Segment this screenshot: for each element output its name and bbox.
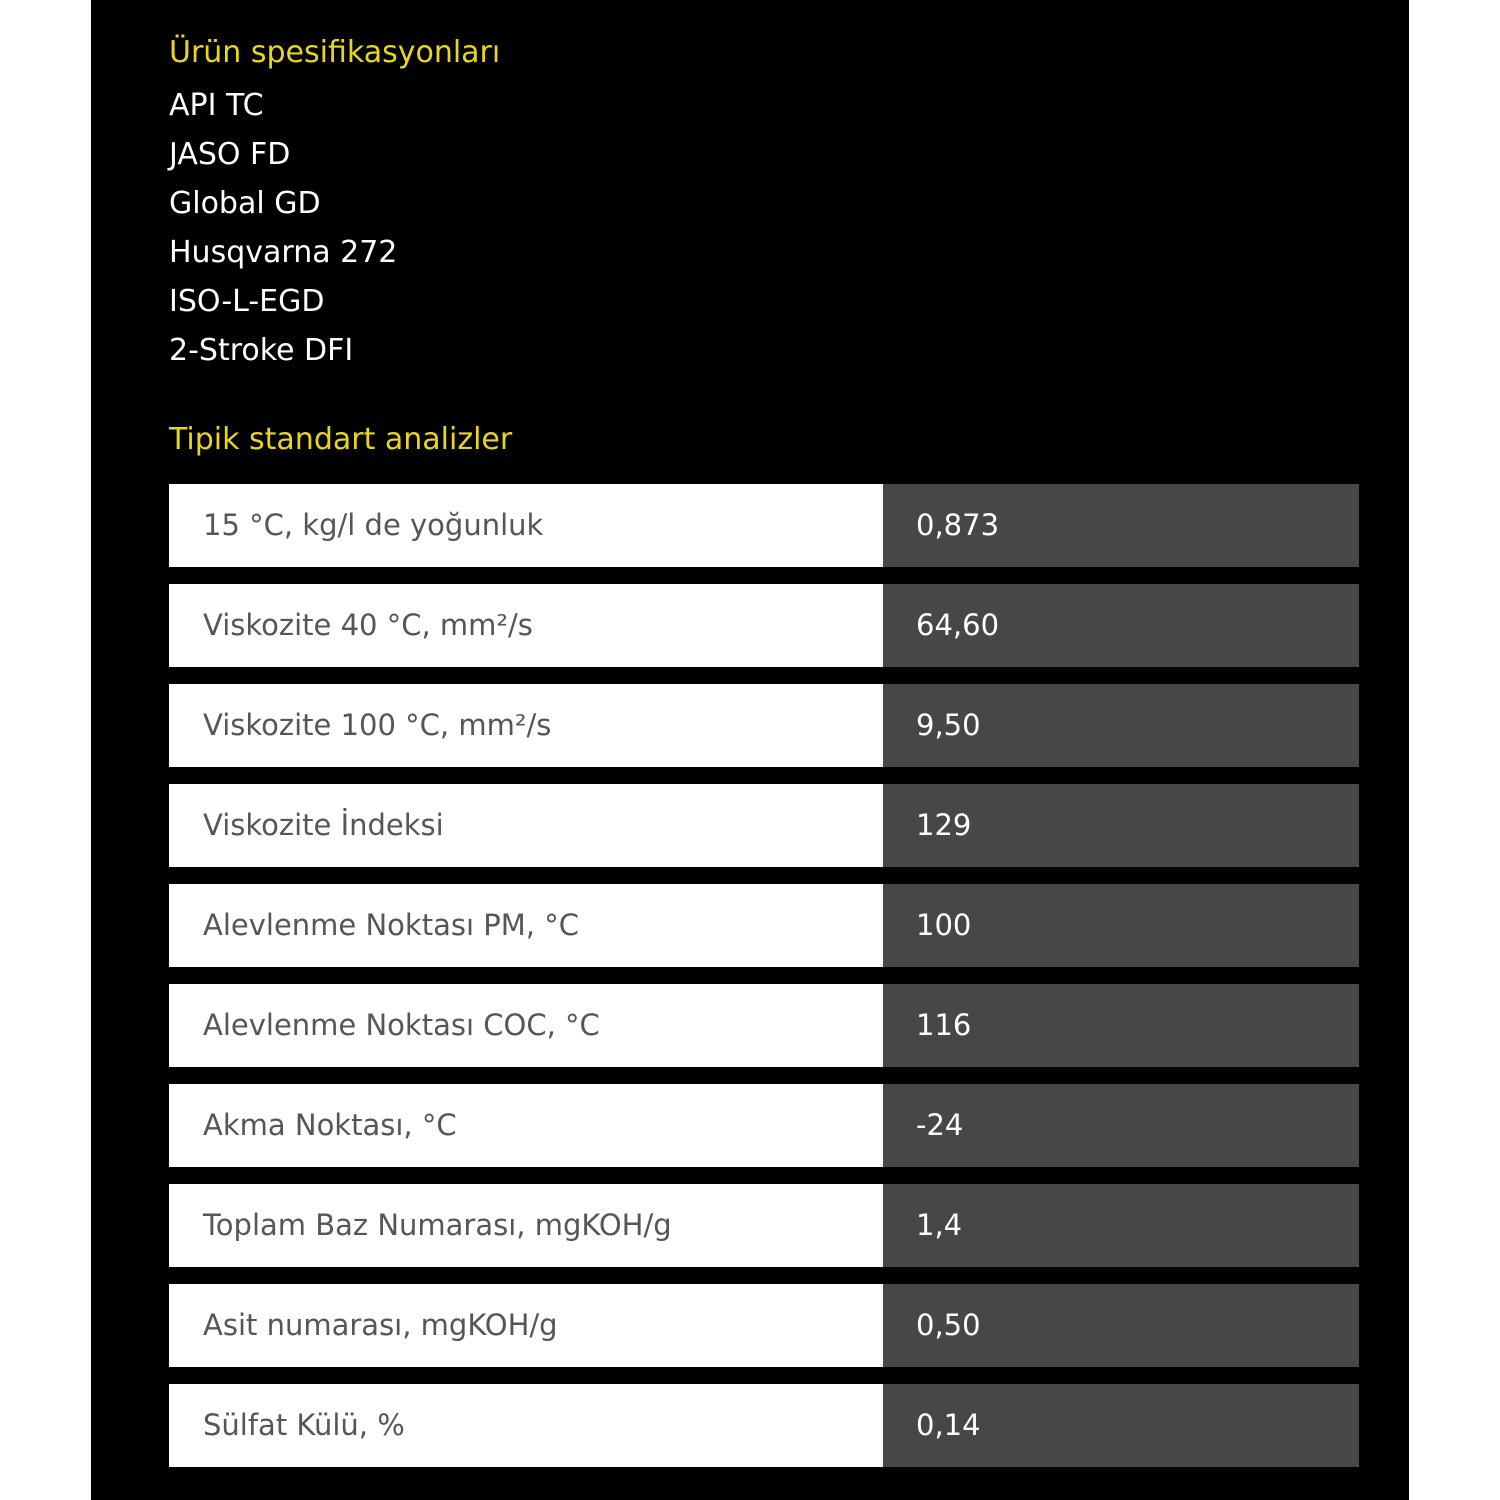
spec-item: ISO-L-EGD [169, 284, 325, 319]
property-value: 129 [883, 784, 1359, 867]
property-label: 15 °C, kg/l de yoğunluk [169, 484, 883, 567]
property-value: 100 [883, 884, 1359, 967]
property-label: Alevlenme Noktası COC, °C [169, 984, 883, 1067]
property-label: Alevlenme Noktası PM, °C [169, 884, 883, 967]
spec-item: Husqvarna 272 [169, 235, 398, 270]
property-value: 1,4 [883, 1184, 1359, 1267]
spec-item: Global GD [169, 186, 321, 221]
property-value: 64,60 [883, 584, 1359, 667]
property-label: Asit numarası, mgKOH/g [169, 1284, 883, 1367]
property-value: 116 [883, 984, 1359, 1067]
product-data-panel [91, 0, 1409, 1500]
spec-item: JASO FD [169, 137, 291, 172]
table-row [169, 1284, 1359, 1367]
specifications-list [169, 81, 397, 375]
table-row [169, 1084, 1359, 1167]
property-label: Viskozite 40 °C, mm²/s [169, 584, 883, 667]
property-label: Akma Noktası, °C [169, 1084, 883, 1167]
specifications-heading: Ürün spesifikasyonları [169, 35, 501, 70]
analyses-heading: Tipik standart analizler [169, 422, 513, 457]
property-label: Viskozite 100 °C, mm²/s [169, 684, 883, 767]
table-row [169, 484, 1359, 567]
table-row [169, 984, 1359, 1067]
property-value: 9,50 [883, 684, 1359, 767]
spec-item: API TC [169, 88, 264, 123]
table-row [169, 684, 1359, 767]
table-row [169, 784, 1359, 867]
table-row [169, 1184, 1359, 1267]
property-label: Toplam Baz Numarası, mgKOH/g [169, 1184, 883, 1267]
property-value: 0,873 [883, 484, 1359, 567]
property-label: Sülfat Külü, % [169, 1384, 883, 1467]
spec-item: 2-Stroke DFI [169, 333, 354, 368]
table-row [169, 884, 1359, 967]
property-value: -24 [883, 1084, 1359, 1167]
table-row [169, 1384, 1359, 1467]
property-label: Viskozite İndeksi [169, 784, 883, 867]
analyses-table [169, 484, 1359, 1484]
property-value: 0,14 [883, 1384, 1359, 1467]
table-row [169, 584, 1359, 667]
property-value: 0,50 [883, 1284, 1359, 1367]
